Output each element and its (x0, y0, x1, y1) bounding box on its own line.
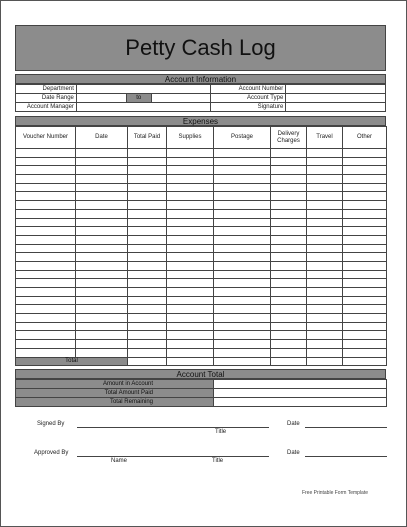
title-bar (15, 25, 386, 71)
expense-cell[interactable] (128, 314, 167, 323)
signed-by-title-label: Title (215, 429, 227, 435)
expense-cell[interactable] (76, 149, 128, 158)
expense-cell[interactable] (343, 183, 387, 192)
expense-cell[interactable] (343, 201, 387, 210)
expense-cell[interactable] (76, 305, 128, 314)
expense-cell[interactable] (271, 288, 307, 297)
expense-cell[interactable] (16, 270, 76, 279)
total-remaining-field[interactable] (214, 398, 387, 407)
total-delivery-cell[interactable] (271, 357, 307, 366)
expense-cell[interactable] (16, 331, 76, 340)
expenses-total-row (16, 357, 387, 366)
expense-cell[interactable] (167, 305, 214, 314)
expense-cell[interactable] (307, 322, 343, 331)
expense-cell[interactable] (167, 183, 214, 192)
expense-cell[interactable] (214, 175, 271, 184)
account-manager-field[interactable] (76, 103, 211, 112)
expense-cell[interactable] (343, 331, 387, 340)
expense-cell[interactable] (271, 253, 307, 262)
expense-row (16, 314, 387, 323)
expense-cell[interactable] (343, 322, 387, 331)
expense-cell[interactable] (167, 314, 214, 323)
expense-cell[interactable] (76, 314, 128, 323)
info-row (16, 85, 386, 94)
expense-cell[interactable] (128, 244, 167, 253)
expense-cell[interactable] (16, 322, 76, 331)
expense-cell[interactable] (128, 192, 167, 201)
expense-cell[interactable] (307, 305, 343, 314)
expense-cell[interactable] (214, 244, 271, 253)
expense-row (16, 201, 387, 210)
col-supplies: Supplies (167, 127, 214, 149)
expense-cell[interactable] (271, 175, 307, 184)
expense-cell[interactable] (307, 296, 343, 305)
expense-row (16, 209, 387, 218)
expense-cell[interactable] (271, 235, 307, 244)
account-type-label: Account Type (211, 94, 286, 103)
account-total-row (16, 389, 387, 398)
expense-cell[interactable] (167, 270, 214, 279)
expense-cell[interactable] (167, 348, 214, 357)
expense-cell[interactable] (214, 331, 271, 340)
expense-cell[interactable] (343, 314, 387, 323)
expense-row (16, 235, 387, 244)
expense-cell[interactable] (128, 322, 167, 331)
expense-cell[interactable] (271, 348, 307, 357)
expense-cell[interactable] (343, 270, 387, 279)
expense-cell[interactable] (76, 166, 128, 175)
expense-cell[interactable] (307, 340, 343, 349)
expense-cell[interactable] (76, 192, 128, 201)
expense-cell[interactable] (128, 235, 167, 244)
expense-cell[interactable] (214, 288, 271, 297)
signature-field[interactable] (286, 103, 386, 112)
expense-cell[interactable] (76, 331, 128, 340)
total-other-cell[interactable] (343, 357, 387, 366)
expense-cell[interactable] (167, 227, 214, 236)
expense-cell[interactable] (271, 331, 307, 340)
expense-cell[interactable] (16, 192, 76, 201)
expense-cell[interactable] (214, 340, 271, 349)
expense-cell[interactable] (16, 166, 76, 175)
expense-cell[interactable] (214, 322, 271, 331)
expense-cell[interactable] (167, 253, 214, 262)
expense-row (16, 157, 387, 166)
expense-cell[interactable] (76, 175, 128, 184)
expense-cell[interactable] (271, 201, 307, 210)
total-amount-paid-label: Total Amount Paid (16, 389, 214, 398)
expense-row (16, 149, 387, 158)
expense-cell[interactable] (307, 157, 343, 166)
expense-cell[interactable] (76, 340, 128, 349)
expense-cell[interactable] (76, 348, 128, 357)
account-info-table (15, 84, 386, 112)
expense-cell[interactable] (271, 322, 307, 331)
approved-by-line[interactable] (77, 456, 269, 457)
department-label: Department (16, 85, 77, 94)
expense-row (16, 331, 387, 340)
expense-cell[interactable] (76, 183, 128, 192)
col-date: Date (76, 127, 128, 149)
expense-cell[interactable] (16, 157, 76, 166)
account-total-table (15, 379, 387, 407)
expense-cell[interactable] (307, 244, 343, 253)
expense-cell[interactable] (307, 288, 343, 297)
expense-cell[interactable] (271, 157, 307, 166)
expense-cell[interactable] (167, 235, 214, 244)
expense-cell[interactable] (343, 305, 387, 314)
expense-cell[interactable] (214, 279, 271, 288)
expense-cell[interactable] (167, 192, 214, 201)
expense-cell[interactable] (16, 288, 76, 297)
info-row (16, 94, 386, 103)
expense-cell[interactable] (307, 331, 343, 340)
expense-cell[interactable] (343, 261, 387, 270)
expense-cell[interactable] (16, 183, 76, 192)
expense-cell[interactable] (307, 314, 343, 323)
expense-row (16, 175, 387, 184)
expense-cell[interactable] (271, 279, 307, 288)
expense-cell[interactable] (343, 166, 387, 175)
expense-cell[interactable] (167, 322, 214, 331)
account-type-field[interactable] (286, 94, 386, 103)
expense-cell[interactable] (16, 218, 76, 227)
amount-in-account-field[interactable] (214, 380, 387, 389)
approved-by-label: Approved By (34, 450, 69, 456)
expense-cell[interactable] (307, 166, 343, 175)
expense-cell[interactable] (167, 340, 214, 349)
expense-cell[interactable] (271, 209, 307, 218)
expense-cell[interactable] (343, 149, 387, 158)
expense-cell[interactable] (167, 296, 214, 305)
signed-by-line[interactable] (77, 427, 269, 428)
expense-cell[interactable] (214, 296, 271, 305)
expense-cell[interactable] (128, 296, 167, 305)
expense-cell[interactable] (343, 218, 387, 227)
expense-cell[interactable] (271, 183, 307, 192)
expense-cell[interactable] (214, 192, 271, 201)
total-supplies-cell[interactable] (167, 357, 214, 366)
expense-cell[interactable] (128, 175, 167, 184)
expense-cell[interactable] (16, 314, 76, 323)
expense-cell[interactable] (16, 305, 76, 314)
expense-cell[interactable] (307, 149, 343, 158)
expense-cell[interactable] (271, 305, 307, 314)
expense-cell[interactable] (343, 348, 387, 357)
expense-cell[interactable] (167, 244, 214, 253)
expense-cell[interactable] (343, 340, 387, 349)
account-total-row (16, 398, 387, 407)
expense-cell[interactable] (167, 218, 214, 227)
expense-cell[interactable] (76, 218, 128, 227)
expense-cell[interactable] (16, 244, 76, 253)
expense-cell[interactable] (16, 261, 76, 270)
expense-cell[interactable] (343, 296, 387, 305)
date-label-1: Date (287, 421, 300, 427)
expense-cell[interactable] (343, 209, 387, 218)
expense-cell[interactable] (343, 157, 387, 166)
expense-cell[interactable] (128, 279, 167, 288)
expense-cell[interactable] (214, 149, 271, 158)
expense-cell[interactable] (16, 279, 76, 288)
expense-cell[interactable] (128, 305, 167, 314)
amount-in-account-label: Amount in Account (16, 380, 214, 389)
expense-cell[interactable] (128, 340, 167, 349)
expense-cell[interactable] (214, 227, 271, 236)
expense-cell[interactable] (214, 314, 271, 323)
expense-cell[interactable] (16, 340, 76, 349)
expense-cell[interactable] (128, 288, 167, 297)
signature-label: Signature (211, 103, 286, 112)
expense-cell[interactable] (167, 149, 214, 158)
account-number-field[interactable] (286, 85, 386, 94)
expense-cell[interactable] (128, 348, 167, 357)
total-travel-cell[interactable] (307, 357, 343, 366)
total-paid-cell[interactable] (128, 357, 167, 366)
expense-cell[interactable] (307, 192, 343, 201)
expense-cell[interactable] (271, 340, 307, 349)
col-total-paid: Total Paid (128, 127, 167, 149)
expense-cell[interactable] (271, 314, 307, 323)
account-manager-label: Account Manager (16, 103, 77, 112)
expense-cell[interactable] (167, 331, 214, 340)
expense-cell[interactable] (307, 201, 343, 210)
expense-cell[interactable] (271, 270, 307, 279)
expense-cell[interactable] (16, 175, 76, 184)
expense-cell[interactable] (128, 218, 167, 227)
expense-cell[interactable] (307, 253, 343, 262)
expense-cell[interactable] (307, 261, 343, 270)
approved-title-label: Title (212, 458, 224, 464)
expenses-table (15, 126, 387, 366)
expense-cell[interactable] (307, 218, 343, 227)
col-delivery-charges: Delivery Charges (271, 127, 307, 149)
expense-cell[interactable] (307, 279, 343, 288)
expense-row (16, 253, 387, 262)
expense-cell[interactable] (271, 192, 307, 201)
expense-cell[interactable] (214, 235, 271, 244)
expense-cell[interactable] (76, 296, 128, 305)
expense-cell[interactable] (343, 227, 387, 236)
expense-cell[interactable] (214, 348, 271, 357)
expense-cell[interactable] (167, 261, 214, 270)
col-other: Other (343, 127, 387, 149)
expense-cell[interactable] (128, 149, 167, 158)
expense-cell[interactable] (167, 157, 214, 166)
expense-row (16, 244, 387, 253)
expense-cell[interactable] (271, 227, 307, 236)
expense-row (16, 348, 387, 357)
expense-cell[interactable] (343, 175, 387, 184)
expense-cell[interactable] (128, 227, 167, 236)
to-label: to (126, 94, 151, 103)
expense-cell[interactable] (76, 288, 128, 297)
expense-cell[interactable] (307, 235, 343, 244)
expense-cell[interactable] (128, 261, 167, 270)
total-remaining-label: Total Remaining (16, 398, 214, 407)
form-title: Petty Cash Log (125, 35, 276, 60)
expense-cell[interactable] (76, 235, 128, 244)
expense-row (16, 322, 387, 331)
expense-cell[interactable] (76, 322, 128, 331)
date-line-2[interactable] (305, 456, 387, 457)
expense-cell[interactable] (271, 261, 307, 270)
col-travel: Travel (307, 127, 343, 149)
expense-row (16, 288, 387, 297)
expense-cell[interactable] (214, 218, 271, 227)
name-label: Name (111, 458, 128, 464)
expense-cell[interactable] (343, 192, 387, 201)
expense-cell[interactable] (128, 166, 167, 175)
expense-cell[interactable] (76, 261, 128, 270)
expense-cell[interactable] (16, 209, 76, 218)
expense-cell[interactable] (307, 175, 343, 184)
expense-cell[interactable] (16, 296, 76, 305)
total-label: Total (16, 357, 128, 366)
expense-cell[interactable] (76, 244, 128, 253)
expense-cell[interactable] (16, 227, 76, 236)
expense-cell[interactable] (167, 175, 214, 184)
expense-cell[interactable] (128, 209, 167, 218)
date-range-label: Date Range (16, 94, 77, 103)
expense-row (16, 305, 387, 314)
expense-cell[interactable] (76, 209, 128, 218)
expense-cell[interactable] (16, 348, 76, 357)
signed-by-label: Signed By (37, 421, 65, 427)
expense-row (16, 279, 387, 288)
info-row (16, 103, 386, 112)
expense-cell[interactable] (167, 166, 214, 175)
expense-cell[interactable] (16, 235, 76, 244)
date-from-field[interactable] (76, 94, 126, 103)
total-amount-paid-field[interactable] (214, 389, 387, 398)
expenses-heading: Expenses (15, 116, 386, 126)
expense-row (16, 166, 387, 175)
date-label-2: Date (287, 450, 300, 456)
department-field[interactable] (76, 85, 211, 94)
expense-cell[interactable] (307, 183, 343, 192)
date-to-field[interactable] (151, 94, 211, 103)
expense-cell[interactable] (128, 331, 167, 340)
expenses-header-row (16, 127, 387, 149)
expense-cell[interactable] (76, 157, 128, 166)
expense-cell[interactable] (271, 244, 307, 253)
expense-cell[interactable] (128, 253, 167, 262)
expense-row (16, 261, 387, 270)
date-line-1[interactable] (305, 427, 387, 428)
total-postage-cell[interactable] (214, 357, 271, 366)
expense-cell[interactable] (343, 235, 387, 244)
expense-cell[interactable] (214, 166, 271, 175)
expense-cell[interactable] (343, 279, 387, 288)
expense-cell[interactable] (128, 183, 167, 192)
expense-row (16, 340, 387, 349)
col-voucher-number: Voucher Number (16, 127, 76, 149)
expense-cell[interactable] (214, 209, 271, 218)
expense-row (16, 218, 387, 227)
expense-row (16, 183, 387, 192)
expense-cell[interactable] (76, 227, 128, 236)
expense-cell[interactable] (271, 218, 307, 227)
expense-cell[interactable] (307, 348, 343, 357)
expense-cell[interactable] (128, 270, 167, 279)
footer-text: Free Printable Form Template (301, 490, 368, 496)
expense-cell[interactable] (76, 201, 128, 210)
col-postage: Postage (214, 127, 271, 149)
expense-cell[interactable] (76, 270, 128, 279)
expense-cell[interactable] (343, 253, 387, 262)
expense-cell[interactable] (214, 201, 271, 210)
expense-cell[interactable] (16, 201, 76, 210)
expense-cell[interactable] (214, 157, 271, 166)
expense-cell[interactable] (128, 157, 167, 166)
expense-cell[interactable] (307, 270, 343, 279)
expense-cell[interactable] (76, 279, 128, 288)
expense-cell[interactable] (271, 166, 307, 175)
expense-cell[interactable] (307, 209, 343, 218)
expense-cell[interactable] (76, 253, 128, 262)
expense-cell[interactable] (128, 201, 167, 210)
expense-cell[interactable] (307, 227, 343, 236)
expense-cell[interactable] (167, 279, 214, 288)
expense-cell[interactable] (271, 149, 307, 158)
account-info-heading: Account Information (15, 74, 386, 84)
expense-row (16, 270, 387, 279)
expense-cell[interactable] (214, 261, 271, 270)
expense-cell[interactable] (16, 149, 76, 158)
expense-cell[interactable] (343, 244, 387, 253)
expense-cell[interactable] (214, 305, 271, 314)
expense-cell[interactable] (343, 288, 387, 297)
expense-row (16, 296, 387, 305)
expense-cell[interactable] (167, 209, 214, 218)
expense-row (16, 227, 387, 236)
account-total-row (16, 380, 387, 389)
expense-cell[interactable] (271, 296, 307, 305)
expense-cell[interactable] (167, 288, 214, 297)
expense-cell[interactable] (167, 201, 214, 210)
expense-row (16, 192, 387, 201)
expense-cell[interactable] (214, 183, 271, 192)
account-number-label: Account Number (211, 85, 286, 94)
expense-cell[interactable] (16, 253, 76, 262)
expense-cell[interactable] (214, 270, 271, 279)
expenses-section (15, 126, 386, 366)
account-total-heading: Account Total (15, 369, 386, 379)
expense-cell[interactable] (214, 253, 271, 262)
